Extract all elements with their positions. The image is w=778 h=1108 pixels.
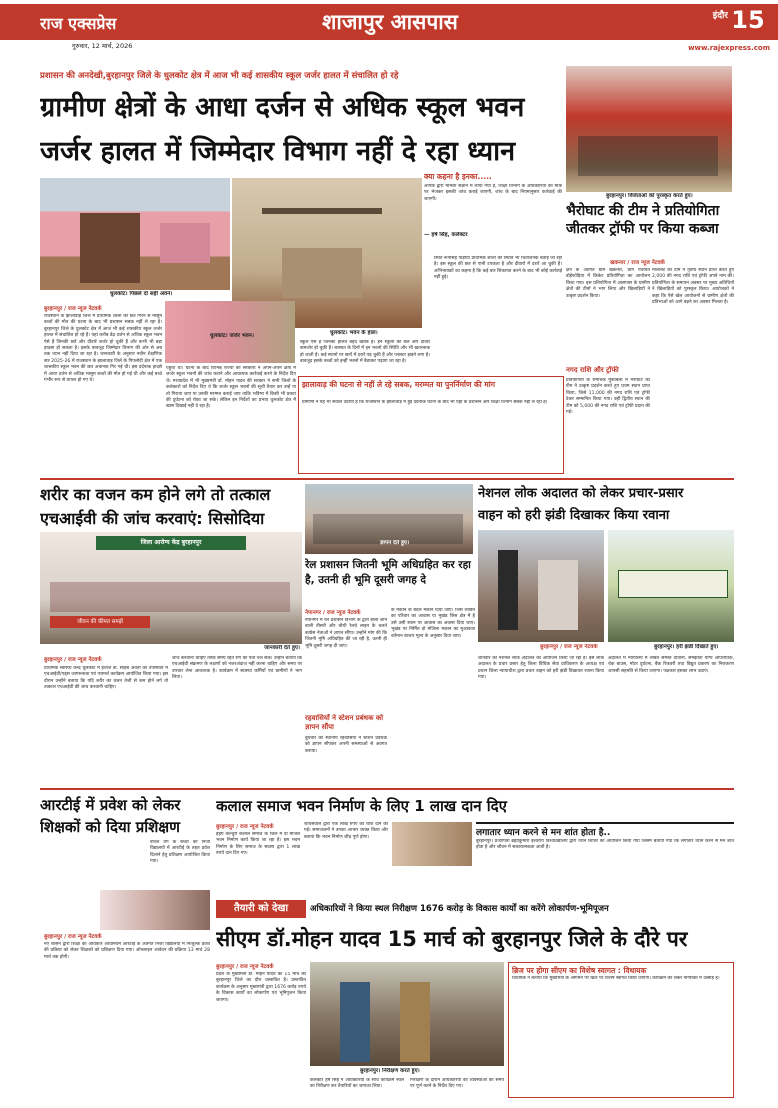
lok-caption-1: बुरहानपुर / राज न्यूज नेटवर्क xyxy=(540,644,598,650)
quote-attribution: — हर्ष सिंह, कलेक्टर xyxy=(424,232,468,238)
quote-title: क्या कहना है इनका..... xyxy=(424,172,492,181)
health-caption: जानकारी देते हुए। xyxy=(264,645,300,651)
city-name: इंदौर xyxy=(712,11,728,20)
lead-col-4: स्थित रूपसिंह पाड़ीया प्राथमिक शाला की स्थिति भी चिंताजनक बताई जा रही है। इस स्कूल की छत से पानी टपकता है और दीवारों में दरारें आ चुकी हैं। अभिभावकों का कहना है कि कई बार शिकायत करने के बाद भी कोई कार्रवाई नहीं हुई। xyxy=(434,256,562,281)
cm-photo xyxy=(310,962,504,1066)
kalal-photo xyxy=(392,822,472,866)
lok-headline-1: नेशनल लोक अदालत को लेकर प्रचार-प्रसार xyxy=(478,486,684,501)
lead-photo-3 xyxy=(165,301,295,363)
lead-col-2: पहुंचा था। घटना के बाद विभिन्न राज्यों की सरकारों ने अपने-अपने क्षेत्रों में जर्जर स्कूल भवनों की जांच कराने और आवश्यक कार्रवाई करने के निर्देश दिए थे। मध्यप्रदेश में भी मुख्यमंत्री डॉ. मोहन यादव की सरकार ने सभी जिलों के कलेक्टरों को निर्देश दिए थे कि जर्जर स्कूल भवनों की सूची तैयार कर उन्हें या तो गिराया जाए या उनकी मरम्मत कराई जाए ताकि भविष्य में किसी भी प्रकार की दुर्घटना को रोका जा सके। लेकिन इन निर्देशों का प्रभाव धुलकोट क्षेत्र में खास दिखाई नहीं दे रहा है। xyxy=(166,366,296,410)
right-col-1: क्षेत्र के अंतर्गत ग्राम खकनार, ग्राम पंचायत डोईफोड़िया में क्रिकेट प्रतियोगिता का आयोजन किया गया। इस प्रतियोगिता में आसपास के ग्रामीण क्षेत्रों की टीमों ने भाग लिया और खिलाड़ियों ने उत्कृष्ट प्रदर्शन किया। xyxy=(566,268,650,299)
rti-headline: आरटीई में प्रवेश को लेकर शिक्षकों को दिया प्रशिक्षण xyxy=(40,796,181,836)
health-byline: बुरहानपुर / राज न्यूज नेटवर्क xyxy=(44,657,102,663)
health-col-2: जांच करवाना चाहिए ताकि समय रहते रोग का पता चल सके। उन्होंने बताया कि एचआईवी संक्रमण के लक्षणों को नजरअंदाज नहीं करना चाहिए और समय पर उपचार लेना आवश्यक है। कार्यक्रम में स्वास्थ्य कर्मियों एवं ग्रामीणों ने भाग लिया। xyxy=(172,656,302,681)
lead-photo-1 xyxy=(40,178,230,290)
lead-byline: बुरहानपुर / राज न्यूज नेटवर्क xyxy=(44,306,102,312)
cm-box-body: विधायक ने बताया कि मुख्यमंत्री के आगमन पर ब्रिज पर विशेष स्वागत किया जाएगा। कार्यक्रम को लेकर नागरिकों में उत्साह है। xyxy=(512,976,720,981)
cm-byline: बुरहानपुर / राज न्यूज नेटवर्क xyxy=(216,964,274,970)
lead-headline-1: ग्रामीण क्षेत्रों के आधा दर्जन से अधिक स्कूल भवन xyxy=(40,92,525,123)
website-url[interactable]: www.rajexpress.com xyxy=(688,44,770,52)
lead-photo-1-caption: धुलकोट। पिछले दो सही अवने। xyxy=(110,291,173,297)
kalal-byline: बुरहानपुर / राज न्यूज नेटवर्क xyxy=(216,824,274,830)
health-photo xyxy=(40,532,302,644)
rail-subhead: रहवासियों ने स्टेशन प्रबंधक को ज्ञापन सौंपा xyxy=(305,714,384,731)
kalal-col-2: जायसवाल द्वारा एक लाख रुपए की राशि दान की गई। समाजजनों ने उनका आभार व्यक्त किया और बताया कि भवन निर्माण शीघ्र पूर्ण होगा। xyxy=(304,822,388,840)
rail-headline: रेल प्रशासन जितनी भूमि अधिग्रहित कर रहा है, उतनी ही भूमि दूसरी जगह दे xyxy=(305,559,471,586)
page-number: 15 xyxy=(731,6,765,34)
quote-body: आपके द्वारा मामला संज्ञान में लाया गया है, शिक्षा विभाग के अधिकारियों को मौके पर भेजकर इसकी जांच कराई जाएगी, जांच के बाद नियमानुसार कार्रवाई की जाएगी। xyxy=(424,184,562,202)
cm-col-1: प्रदेश के मुख्यमंत्री डॉ. मोहन यादव का 15 मार्च को बुरहानपुर जिले का दौरा प्रस्तावित है। प्रस्तावित कार्यक्रम के अनुसार मुख्यमंत्री द्वारा 1676 करोड़ रुपये के विकास कार्यों का लोकार्पण एवं भूमिपूजन किया जाएगा। xyxy=(216,972,306,1003)
lead-col-3: स्कूल ऐसे हैं जिनकी हालत बेहद खराब है। इन स्कूलों की छतें और दीवारें कमजोर हो चुकी हैं। बरसात के दिनों में इन भवनों की स्थिति और भी खतरनाक हो जाती है। कई स्थानों पर छतों में दरारें पड़ चुकी हैं और प्लास्टर झड़ने लगा है। बावजूद इसके बच्चों को इन्हीं भवनों में बैठाकर पढ़ाया जा रहा है। xyxy=(300,340,430,365)
kalal-col-1: हैहय कल्चुरी कलाल समाज के जिले में दो मंजिल भवन निर्माण कार्य किया जा रहा है। इस भवन निर्माण के लिए समाज के सदस्य द्वारा 1 लाख रुपये दान दिए गए। xyxy=(216,832,300,857)
lead-kicker: प्रशासन की अनदेखी,बुरहानपुर जिले के धुलकोट क्षेत्र में आज भी कई शासकीय स्कूल जर्जर हालत में संचालित हो रहे xyxy=(40,71,399,81)
brief-title: लगातार ध्यान करने से मन शांत होता है.. xyxy=(476,828,611,838)
cm-box-title: ब्रिज पर होगा सीएम का विशेष स्वागत : विधायक xyxy=(512,966,647,975)
rail-col-2: बुधवार को स्थानीय रहवासियों ने स्टेशन प्रबंधक को ज्ञापन सौंपकर अपनी समस्याओं से अवगत कराया। xyxy=(305,736,387,754)
rail-byline: नेपानगर / राज न्यूज नेटवर्क xyxy=(305,610,361,616)
rti-col-1: नए शासन द्वारा शिक्षा का अधिकार अधिनियम आरटीई के अंतर्गत निजी विद्यालयों में निःशुल्क प्रवेश की प्रक्रिया को लेकर शिक्षकों को प्रशिक्षण दिया गया। ऑनलाइन आवेदन की प्रक्रिया 13 मार्च 28 मार्च तक होगी। xyxy=(44,942,210,960)
health-headline-2: एचआईवी की जांच करवाएं: सिसोदिया xyxy=(40,509,265,528)
lok-photo-2 xyxy=(608,530,734,642)
cm-kicker: अधिकारियों ने किया स्थल निरीक्षण 1676 करोड़ के विकास कार्यों का करेंगे लोकार्पण-भूमिपूजन xyxy=(310,904,609,914)
rail-col-3: के मकान के बदले मकान दिया जाए। जिस व्यक्ति का परिवार का आवास या भूखंड जिस क्षेत्र में है उसे उसी स्थान पर आवास का अवसर दिया जाए। भूखंड पर निर्मित दो मंजिला मकान का मुआवजा वर्तमान बाजार मूल्य के अनुसार दिया जाए। xyxy=(391,608,475,639)
paper-name: राज एक्सप्रेस xyxy=(40,14,117,33)
right-headline: भैरोघाट की टीम ने प्रतियोगिता जीतकर ट्रॉफी पर किया कब्जा xyxy=(566,203,720,237)
kalal-headline: कलाल समाज भवन निर्माण के लिए 1 लाख दान दिए xyxy=(216,797,507,815)
rti-col-2: वंचित वर्ग के बच्चों को निजी विद्यालयों में आरटीई के तहत प्रवेश दिलाने हेतु प्रशिक्षण आयोजित किया गया। xyxy=(150,840,210,865)
lok-photo-1 xyxy=(478,530,604,642)
right-photo-caption: बुरहानपुर। विजेताओं को पुरस्कृत करते हुए। xyxy=(606,193,693,199)
right-subhead: नगद राशि और ट्रॉफी xyxy=(566,366,619,374)
right-byline: खकनार / राज न्यूज नेटवर्क xyxy=(610,260,665,266)
health-headline-1: शरीर का वजन कम होने लगे तो तत्काल xyxy=(40,485,271,504)
rail-caption: ज्ञापन देते हुए। xyxy=(380,540,410,546)
right-col-3: मालाबेट की टीम ने तृतीय स्थान प्राप्त करते हुए 2,000 की नगद राशि एवं ट्रॉफी अपने नाम की। प्रतियोगिता के समापन अवसर पर मुख्य अतिथियों ने खिलाड़ियों को पुरस्कृत किया। आयोजकों ने कहा कि ऐसे खेल आयोजनों से ग्रामीण क्षेत्रों की प्रतिभाओं को आगे बढ़ने का अवसर मिलता है। xyxy=(652,268,734,306)
divider-2 xyxy=(40,788,734,790)
brief-body: बुरहानपुर। प्रजापिता ब्रह्माकुमारी ईश्वरीय विश्वविद्यालय द्वारा ध्यान शिविर का आयोजन किया गया जिसमें बताया गया कि लगातार ध्यान करने से मन शांत होता है और जीवन में सकारात्मकता आती है। xyxy=(476,839,734,851)
section-title: शाजापुर आसपास xyxy=(322,10,458,34)
health-banner-2: जीवन की कीमत समझें xyxy=(50,616,150,628)
lead-photo-2-caption: धुलकोट। भवन के हाल। xyxy=(330,330,378,336)
right-col-2: प्रतियोगिता के रोमांचक मुकाबलों में भैरोघाट की टीम ने उत्कृष्ट प्रदर्शन करते हुए प्रथम स्थान प्राप्त किया, जिसे 11,000 की नगद राशि एवं ट्रॉफी देकर सम्मानित किया गया। वहीं द्वितीय स्थान की टीम को 5,000 की नगद राशि एवं ट्रॉफी प्रदान की गई। xyxy=(566,378,650,416)
quote-box xyxy=(424,172,562,252)
cm-photo-caption: बुरहानपुर। निरीक्षण करते हुए। xyxy=(360,1068,420,1074)
lead-photo-3-caption: धुलकोट। जर्जर भवन। xyxy=(210,333,254,339)
health-banner: जिला आरोग्य केंद्र बुरहानपुर xyxy=(96,536,246,550)
brief-box xyxy=(476,822,734,896)
lead-subhead-text: ग्रामीणों ने यह भी सवाल उठाया है कि राजस्थान के झालावाड़ में हुई दर्दनाक घटना के बाद भी यहां के प्रशासन और शिक्षा विभाग सबक नहीं ले रहा है। xyxy=(302,400,548,405)
divider-1 xyxy=(40,478,734,480)
rail-col-1: नेपानगर में रेल प्रशासन विभाग के द्वारा डाली जाने वाली तीसरी और चौथी रेलवे लाइन के चलते कांग्रेस नेताओं ने ज्ञापन सौंपा। उन्होंने मांग की कि जितनी भूमि अधिग्रहित की जा रही है, उतनी ही भूमि दूसरी जगह दी जाए। xyxy=(305,618,387,649)
cm-tag: तैयारी को देखा xyxy=(216,900,306,918)
cm-col-2: कलेक्टर हर्ष सिंह ने अधिकारियों के साथ कार्यक्रम स्थल का निरीक्षण कर तैयारियों का जायजा लिया। xyxy=(310,1078,404,1090)
rti-byline: बुरहानपुर / राज न्यूज नेटवर्क xyxy=(44,934,102,940)
lead-col-1: राजस्थान के झालावाड़ जिले में प्राथमिक शाला की छत गिरने से मासूम बच्चों की मौत की घटना के बाद भी प्रशासन सबक नहीं ले रहा है। बुरहानपुर जिले के धुलकोट क्षेत्र में आज भी कई शासकीय स्कूल जर्जर हालत में संचालित हो रहे हैं। यहां करीब डेढ़ दर्जन से अधिक स्कूल भवन ऐसे हैं जिनकी छतें और दीवारें जर्जर हो चुकी हैं और कभी भी बड़ा हादसा हो सकता है। इसके बावजूद जिम्मेदार विभाग की ओर से अब तक ध्यान नहीं दिया जा रहा है। जानकारी के अनुसार नवीन शैक्षणिक सत्र 2025-26 में राजस्थान के झालावाड़ जिले के पिपलोदी क्षेत्र में एक शासकीय स्कूल भवन की छत अचानक गिर गई थी। इस दर्दनाक हादसे में आधा दर्जन से अधिक मासूम बच्चों की मौत हो गई थी और कई बच्चे गंभीर रूप से घायल हो गए थे। xyxy=(44,314,162,384)
lead-subhead: झालावाड़ की घटना से नहीं ले रहे सबक, मरम्मत या पुनर्निर्माण की मांग xyxy=(302,380,495,389)
issue-date: गुरुवार, 12 मार्च, 2026 xyxy=(72,42,133,50)
lok-caption-2: बुरहानपुर। हरी झंडी दिखाते हुए। xyxy=(654,644,719,650)
cm-headline: सीएम डॉ.मोहन यादव 15 मार्च को बुरहानपुर जिले के दौरे पर xyxy=(216,927,688,951)
cm-col-3: निरीक्षण के दौरान अधिकारियों को व्यवस्थाओं को समय पर पूर्ण करने के निर्देश दिए गए। xyxy=(410,1078,504,1090)
cm-box xyxy=(508,962,734,1098)
lok-headline-2: वाहन को हरी झंडी दिखाकर किया रवाना xyxy=(478,508,670,523)
lead-subhead-box xyxy=(298,376,564,474)
health-col-1: प्राथमिक स्वास्थ्य केन्द्र चूलकोट में इंचार्ज डॉ. साहब अवंती की उपस्थिति में एचआईवी/एड्स जागरूकता एवं परामर्श कार्यक्रम आयोजित किया गया। इस दौरान उन्होंने बताया कि यदि शरीर का वजन तेजी से कम होने लगे तो तत्काल एचआईवी की जांच करवानी चाहिए। xyxy=(44,666,168,691)
lok-col-2: अदालत में न्यायालय में लंबित समस्त दीवानी, समझौता योग्य आपराधिक, चेक बाउंस, मोटर दुर्घटना, बैंक रिकवरी तथा विद्युत प्रकरण का निराकरण आपसी सहमति से किया जाएगा। पक्षकार इसका लाभ उठाएं। xyxy=(608,656,734,674)
lok-col-1: शनिवार को नेशनल लोक अदालत का आयोजन किया जा रहा है। इस लोक अदालत के प्रचार प्रसार हेतु जिला विधिक सेवा प्राधिकरण के अध्यक्ष एवं प्रधान जिला न्यायाधीश द्वारा प्रचार वाहन को हरी झंडी दिखाकर रवाना किया गया। xyxy=(478,656,604,681)
lead-headline-2: जर्जर हालत में जिम्मेदार विभाग नहीं दे रहा ध्यान xyxy=(40,136,516,167)
rti-photo xyxy=(100,890,210,930)
right-photo xyxy=(566,66,732,192)
